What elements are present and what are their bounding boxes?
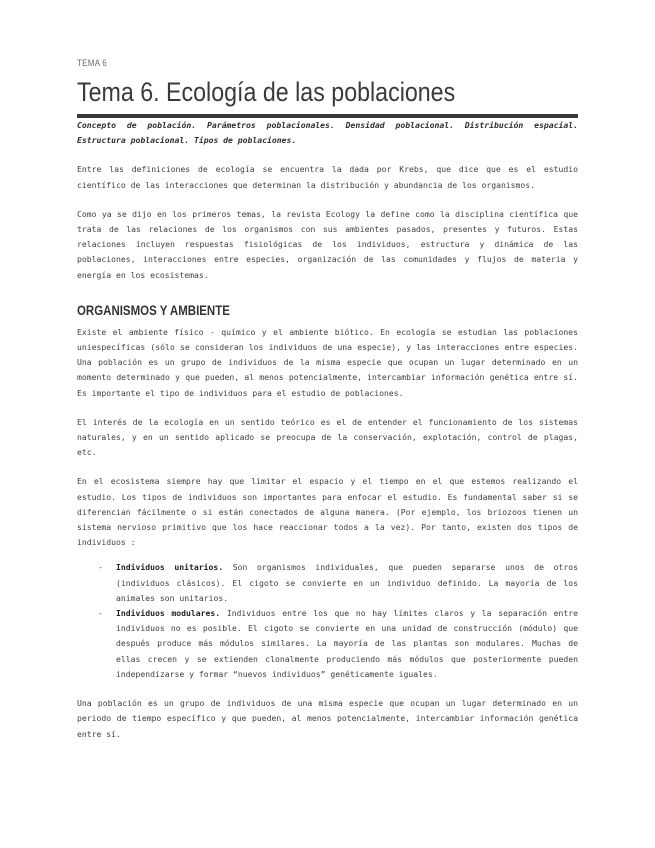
list-bullet: - xyxy=(98,562,103,573)
section-paragraph-3: En el ecosistema siempre hay que limitar el espacio y el tiempo en el que estemos realizando el estudio. Los tipos de individuos son importantes para enfocar el estudio. Es fundamental saber si se diferencian fácilmente o si están conectados de alguna manera. (Por ejemplo, los briozoos tienen un sistema nervioso primitivo que los hace reaccionar todos a la vez). Por tanto, existen dos tipos de individuos : xyxy=(77,476,578,548)
topic-label: TEMA 6 xyxy=(77,58,107,68)
list-item-term: Individuos unitarios. xyxy=(116,562,224,573)
section-heading: ORGANISMOS Y AMBIENTE xyxy=(77,301,230,318)
section-paragraph-1: Existe el ambiente físico - químico y el ambiente biótico. En ecología se estudian las poblaciones uniespecíficas (sólo se consideran los individuos de una especie), y las interacciones entre especies. Una población es un grupo de individuos de la misma especie que ocupan un lugar determinado en un momento determinado y que pueden, al menos potencialmente, intercambiar información genética entre sí. Es importante el tipo de individuos para el estudio de poblaciones. xyxy=(77,326,578,398)
list-bullet: - xyxy=(98,608,103,619)
topic-subtitle: Concepto de población. Parámetros poblacionales. Densidad poblacional. Distribución espacial. Estructura poblacional. Tipos de poblaciones. xyxy=(77,120,578,146)
section-paragraph-2: El interés de la ecología en un sentido teórico es el de entender el funcionamiento de los sistemas naturales, y en un sentido aplicado se preocupa de la conservación, explotación, control de plagas, etc. xyxy=(77,416,578,458)
page-title: Tema 6. Ecología de las poblaciones xyxy=(77,77,456,107)
list-item-text: Individuos entre los que no hay límites claros y la separación entre individuos no es posible. El cigoto se convierte en una unidad de construcción (módulo) que después produce más módulos similares. La mayoría de las plantas son modulares. Muchas de ellas crecen y se extienden clonalmente produciendo más módulos que posteriormente pueden independizarse y formar “nuevos individuos” genéticamente iguales. xyxy=(116,608,578,679)
list-item xyxy=(77,560,578,606)
intro-paragraph-1: Entre las definiciones de ecología se encuentra la dada por Krebs, que dice que es el estudio científico de las interacciones que determinan la distribución y abundancia de los organismos. xyxy=(77,164,578,190)
document-page xyxy=(77,57,578,742)
intro-paragraph-2: Como ya se dijo en los primeros temas, la revista Ecology la define como la disciplina científica que trata de las relaciones de los organismos con sus ambientes pasados, presentes y futuros. Estas relaciones incluyen respuestas fisiológicas de los individuos, estructura y dinámica de las poblaciones, interacciones entre especies, organización de las comunidades y flujos de materia y energía en los ecosistemas. xyxy=(77,208,578,280)
closing-paragraph: Una población es un grupo de individuos de una misma especie que ocupan un lugar determinado en un periodo de tiempo específico y que pueden, al menos potencialmente, intercambiar información genética entre sí. xyxy=(77,698,578,739)
list-item xyxy=(77,606,578,682)
list-item-text: Son organismos individuales, que pueden separarse unos de otros (individuos clásicos). El cigoto se convierte en un individuo definido. La mayoría de los animales son unitarios. xyxy=(116,562,578,603)
list-item-term: Individuos modulares. xyxy=(116,608,221,619)
individual-types-list xyxy=(77,560,578,682)
